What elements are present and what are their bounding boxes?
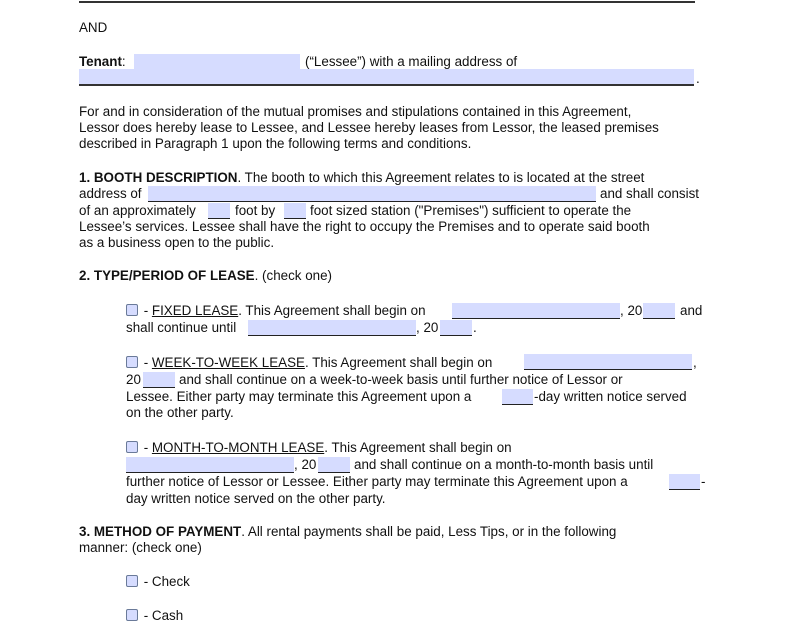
week-comma: ,	[693, 355, 697, 370]
section1-line3-post: foot sized station ("Premises") sufficient to operate the	[310, 203, 632, 218]
fixed-lease-title: FIXED LEASE	[151, 303, 239, 318]
booth-length-field[interactable]	[284, 203, 306, 219]
booth-address-field[interactable]	[148, 186, 596, 202]
section3-heading-rest: . All rental payments shall be paid, Less Tips, or in the following	[241, 524, 617, 539]
fixed-text2: shall continue until	[126, 320, 237, 335]
payment-check-label: - Check	[140, 574, 190, 589]
section1-line-4: Lessee’s services. Lessee shall have the right to occupy the Premises and to operate said booth	[79, 219, 650, 234]
month-dash: -	[140, 440, 152, 455]
payment-cash-checkbox[interactable]	[126, 609, 138, 621]
fixed-begin-year-field[interactable]	[643, 303, 675, 319]
section1-line2-post: and shall consist	[600, 186, 699, 201]
month-notice-days-field[interactable]	[669, 474, 700, 490]
section2-heading-line	[79, 268, 332, 284]
section1-line1-text: . The booth to which this Agreement relates to is located at the street	[237, 170, 645, 185]
week-text3-post: -day written notice served	[534, 389, 687, 404]
intro-line-2: Lessor does hereby lease to Lessee, and Lessee hereby leases from Lessor, the leased premises	[79, 120, 659, 135]
fixed-begin-date-field[interactable]	[452, 303, 620, 319]
month-text3-pre: further notice of Lessor or Lessee. Either party may terminate this Agreement upon a	[126, 474, 628, 489]
section1-heading: 1. BOOTH DESCRIPTION	[79, 170, 238, 185]
fixed-dash: -	[140, 303, 152, 318]
week-text4: on the other party.	[126, 405, 234, 420]
section1-line3-pre: of an approximately	[79, 203, 196, 218]
fixed-comma20: , 20	[620, 303, 643, 318]
tenant-line	[79, 54, 126, 70]
section1-line3-mid: foot by	[235, 203, 276, 218]
section3-heading: 3. METHOD OF PAYMENT	[79, 524, 242, 539]
fixed-end-year-field[interactable]	[440, 320, 472, 336]
week-notice-days-field[interactable]	[502, 389, 533, 405]
payment-check-checkbox[interactable]	[126, 575, 138, 587]
fixed-lease-checkbox[interactable]	[126, 304, 138, 316]
payment-option-check	[126, 574, 190, 590]
fixed-period: .	[473, 320, 477, 335]
month-lease-checkbox[interactable]	[126, 441, 138, 453]
section2-heading: 2. TYPE/PERIOD OF LEASE	[79, 268, 255, 283]
intro-line-3: described in Paragraph 1 upon the following terms and conditions.	[79, 136, 472, 151]
tenant-colon: :	[121, 54, 126, 69]
week-text2: and shall continue on a week-to-week basis until further notice of Lessor or	[179, 372, 623, 387]
month-text2: and shall continue on a month-to-month basis until	[354, 457, 654, 472]
month-begin-year-field[interactable]	[318, 457, 350, 473]
intro-line-1: For and in consideration of the mutual promises and stipulations contained in this Agreement,	[79, 104, 632, 119]
week-lease-checkbox[interactable]	[126, 356, 138, 368]
month-text4: day written notice served on the other party.	[126, 491, 386, 506]
week-text3-pre: Lessee. Either party may terminate this Agreement upon a	[126, 389, 472, 404]
week-lease-title: WEEK-TO-WEEK LEASE	[151, 355, 305, 370]
tenant-name-field[interactable]	[134, 54, 300, 70]
week-text1: . This Agreement shall begin on	[304, 355, 493, 370]
week-dash: -	[140, 355, 152, 370]
payment-cash-label: - Cash	[140, 608, 184, 623]
month-comma20: , 20	[294, 457, 317, 472]
month-text1: . This Agreement shall begin on	[324, 440, 512, 455]
fixed-comma20b: , 20	[416, 320, 439, 335]
tenant-period: .	[696, 71, 700, 86]
section2-heading-rest: . (check one)	[254, 268, 333, 283]
fixed-end-date-field[interactable]	[248, 320, 416, 336]
section1-line-1	[79, 170, 644, 186]
section3-line-1	[79, 524, 616, 540]
month-lease-line-1	[126, 440, 512, 456]
month-begin-date-field[interactable]	[126, 457, 294, 473]
fixed-and: and	[680, 303, 703, 318]
section1-address-label: address of	[79, 186, 142, 201]
week-begin-year-field[interactable]	[143, 372, 175, 388]
tenant-label: Tenant	[79, 54, 122, 69]
section3-line-2: manner: (check one)	[79, 540, 202, 555]
week-lease-line-1	[126, 355, 492, 371]
section1-line-5: as a business open to the public.	[79, 235, 275, 250]
fixed-lease-line-1	[126, 303, 426, 319]
fixed-text1: . This Agreement shall begin on	[238, 303, 426, 318]
payment-option-cash	[126, 608, 183, 624]
booth-width-field[interactable]	[208, 203, 230, 219]
tenant-after-name: (“Lessee”) with a mailing address of	[305, 54, 518, 69]
and-label: AND	[79, 20, 108, 35]
month-text3-post: -	[701, 474, 706, 489]
week-twenty: 20	[126, 372, 141, 387]
month-lease-title: MONTH-TO-MONTH LEASE	[151, 440, 325, 455]
top-rule	[79, 0, 695, 3]
week-begin-date-field[interactable]	[524, 354, 692, 370]
tenant-address-field[interactable]	[79, 69, 694, 86]
